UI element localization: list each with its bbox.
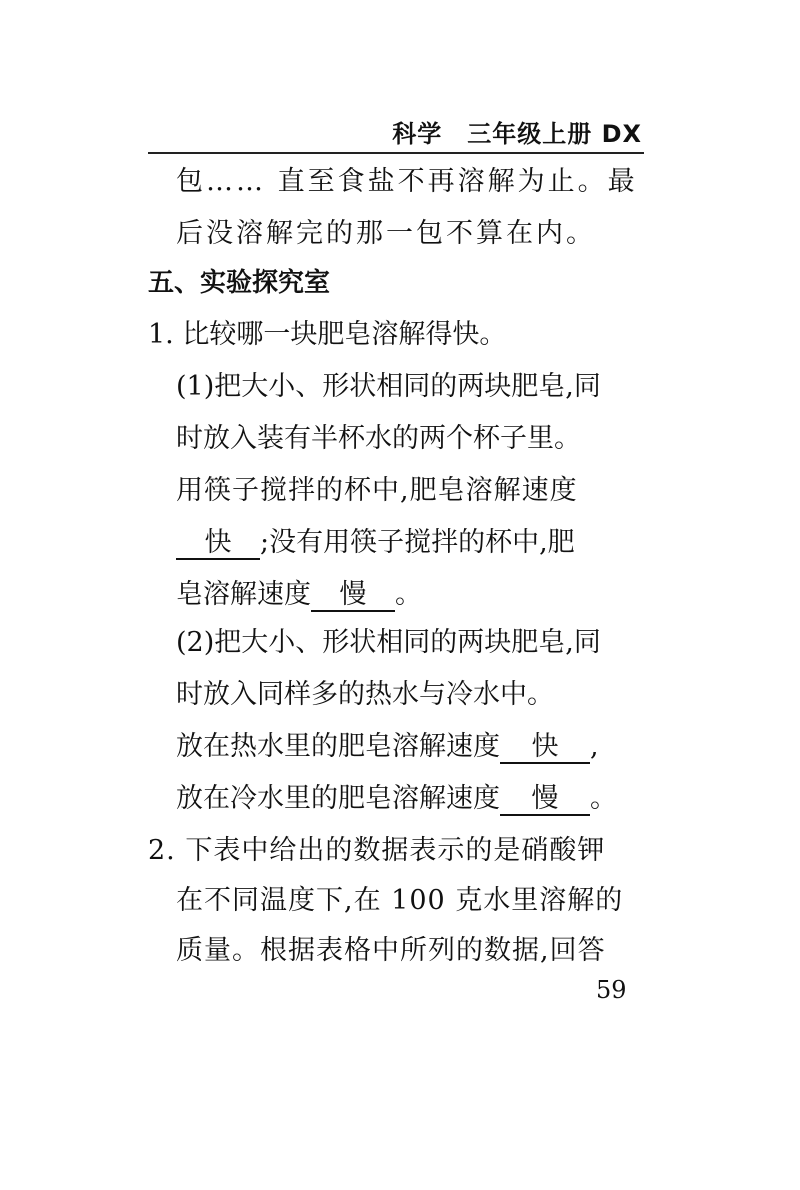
question-1-1-line-c: 用筷子搅拌的杯中,肥皂溶解速度 <box>176 475 578 506</box>
answer-blank: 慢 <box>500 784 590 816</box>
text-fragment: 放在冷水里的肥皂溶解速度 <box>176 783 500 814</box>
question-1-2-line-b: 时放入同样多的热水与冷水中。 <box>176 679 554 710</box>
page-number: 59 <box>596 976 627 1004</box>
question-1-1-line-b: 时放入装有半杯水的两个杯子里。 <box>176 423 581 454</box>
text-fragment: 皂溶解速度 <box>176 579 311 610</box>
answer-blank: 快 <box>500 732 590 764</box>
question-1: 1. 比较哪一块肥皂溶解得快。 <box>148 319 507 350</box>
text-fragment: 。 <box>590 783 617 814</box>
section-heading: 五、实验探究室 <box>148 268 331 298</box>
running-header <box>148 108 644 154</box>
question-1-2-line-d <box>176 781 617 817</box>
answer-blank: 快 <box>176 528 260 560</box>
question-1-1-line-a: (1)把大小、形状相同的两块肥皂,同 <box>176 371 601 402</box>
question-1-2-line-a: (2)把大小、形状相同的两块肥皂,同 <box>176 627 601 658</box>
text-fragment: 。 <box>395 579 422 610</box>
text-line: 包…… 直至食盐不再溶解为止。最 <box>176 166 638 197</box>
running-title: 科学 三年级上册 DX <box>392 120 642 148</box>
text-line: 后没溶解完的那一包不算在内。 <box>176 218 596 249</box>
question-1-1-line-d <box>176 525 575 561</box>
question-2-line-c: 质量。根据表格中所列的数据,回答 <box>176 935 606 966</box>
question-1-1-line-e <box>176 577 422 613</box>
question-1-2-line-c <box>176 729 599 765</box>
text-fragment: 放在热水里的肥皂溶解速度 <box>176 731 500 762</box>
text-fragment: ;没有用筷子搅拌的杯中,肥 <box>260 527 575 558</box>
answer-blank: 慢 <box>311 580 395 612</box>
question-2-line-a: 2. 下表中给出的数据表示的是硝酸钾 <box>148 835 606 866</box>
question-2-line-b: 在不同温度下,在 100 克水里溶解的 <box>176 885 624 916</box>
text-fragment: , <box>590 731 599 762</box>
